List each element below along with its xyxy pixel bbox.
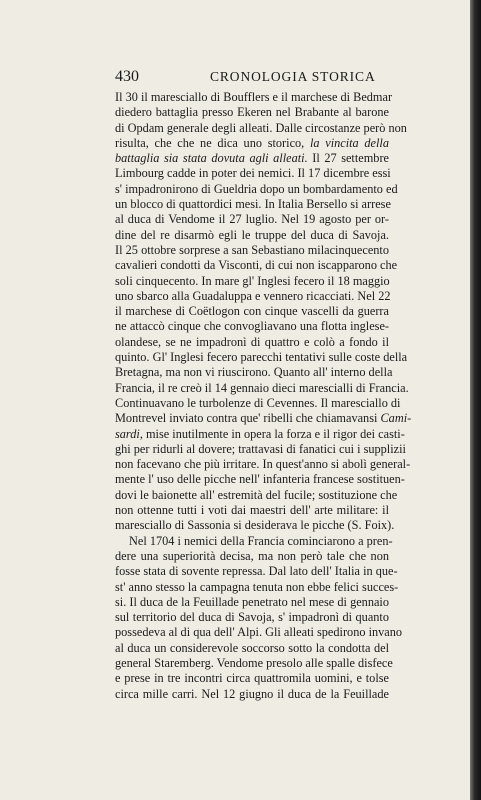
text-segment: s' impadronirono di Gueldria dopo un bombardamento ed: [115, 181, 398, 196]
text-line: [115, 212, 389, 227]
text-segment: ghi per ridurli al dovere; trattavasi di fanatici cui i supplizii: [115, 441, 406, 456]
text-segment: quinto. Gl' Inglesi fecero parecchi tentativi sulle coste della: [115, 350, 408, 365]
text-line: [115, 671, 389, 686]
text-line: [115, 166, 389, 181]
text-line: [115, 564, 398, 579]
text-line: [115, 457, 411, 472]
text-segment: il marchese di Coëtlogon con cinque vascelli da guerra: [115, 304, 389, 319]
text-line: [115, 105, 389, 120]
text-segment: general Staremberg. Vendome presolo alle spalle disfece: [115, 655, 393, 670]
text-segment: soli cinquecento. In mare gl' Inglesi fecero il 18 maggio: [115, 273, 390, 288]
text-segment: , mise inutilmente in opera la forza e il rigor dei casti-: [139, 426, 405, 441]
text-segment: dovi le baionette all' estremità del fucile; sostituzione che: [115, 487, 398, 502]
text-segment: olandese, se ne impadronì di quattro e colò a fondo il: [115, 334, 389, 349]
page-number: 430: [115, 68, 139, 85]
text-line: [115, 365, 393, 380]
text-line: [115, 151, 389, 166]
text-line: [115, 197, 389, 212]
page-edge-shadow: [470, 0, 481, 800]
text-segment: si. Il duca de la Feuillade penetrato nel mese di gennaio: [115, 594, 389, 609]
text-line: [115, 304, 389, 319]
text-segment: ne attaccò cinque che convogliavano una flotta inglese-: [115, 319, 389, 334]
text-line: [115, 90, 393, 105]
text-line: [115, 289, 389, 304]
text-line: [115, 136, 389, 151]
text-line: [115, 595, 389, 610]
body-text: [115, 90, 412, 702]
text-line: [115, 655, 393, 671]
italic-text-segment: battaglia sia stata dovuta agli alleati.: [115, 151, 308, 166]
text-segment: mente l' uso delle picche nell' infanteria francese sostituen-: [115, 472, 405, 487]
text-segment: Francia, il re creò il 14 gennaio dieci marescialli di Francia.: [115, 380, 409, 395]
text-segment: non facevano che più irritare. In quest'anno si abolì general-: [115, 457, 411, 472]
text-line: [115, 610, 389, 625]
text-line: [115, 243, 389, 258]
text-segment: Limbourg cadde in poter dei nemici. Il 17 dicembre essi: [115, 166, 391, 181]
italic-text-segment: sardi: [115, 426, 140, 441]
text-segment: Montrevel inviato contra que' ribelli che chiamavansi: [115, 411, 381, 426]
text-line: [115, 274, 389, 289]
text-line: [115, 487, 398, 503]
text-line: [115, 533, 393, 549]
text-line: [115, 335, 389, 350]
text-line: [115, 411, 412, 426]
text-segment: uno sbarco alla Guadaluppa e vennero ricacciati. Nel 22: [115, 288, 391, 303]
text-segment: circa mille carri. Nel 12 giugno il duca de la Feuillade: [115, 686, 389, 701]
text-line: [115, 120, 407, 136]
text-segment: st' anno stesso la campagna tenuta non ebbe felici succes-: [115, 579, 399, 594]
text-segment: non ottenne tutti i voti dai maestri dell' arte militare: il: [115, 503, 389, 518]
text-segment: cavalieri condotti da Visconti, di cui non iscapparono che: [115, 258, 398, 273]
text-segment: Continuavano le turbolenze di Cevennes. Il maresciallo di: [115, 395, 401, 410]
text-segment: fosse stata di sovente repressa. Dal lato dell' Italia in que-: [115, 564, 398, 579]
text-segment: risulta, che che ne dica uno storico,: [115, 135, 310, 150]
text-line: [115, 228, 389, 243]
text-segment: al duca un considerevole soccorso sotto la condotta del: [115, 640, 389, 655]
text-segment: al duca di Vendome il 27 luglio. Nel 19 agosto per or-: [115, 212, 389, 227]
italic-text-segment: Cami-: [380, 411, 412, 426]
text-line: [115, 181, 398, 197]
text-segment: Il 25 ottobre sorprese a san Sebastiano milacinquecento: [115, 242, 389, 257]
running-title: CRONOLOGIA STORICA: [210, 69, 376, 84]
text-segment: diedero battaglia presso Ekeren nel Brabante al barone: [115, 105, 389, 120]
text-segment: dine del re disarmò egli le truppe del duca di Savoja.: [115, 227, 389, 242]
text-segment: sul territorio del duca di Savoja, s' impadronì di quanto: [115, 610, 389, 625]
text-line: [115, 441, 406, 457]
text-segment: Nel 1704 i nemici della Francia cominciarono a pren-: [129, 533, 393, 548]
text-line: [115, 426, 405, 442]
text-line: [115, 319, 389, 334]
text-line: [115, 625, 403, 640]
text-segment: un blocco di quattordici mesi. In Italia Bersello si arrese: [115, 197, 391, 212]
text-segment: e prese in tre incontri circa quattromila uomini, e tolse: [115, 671, 389, 686]
text-segment: Bretagna, ma non vi riuscirono. Quanto all' interno della: [115, 365, 393, 380]
text-line: [115, 395, 401, 411]
text-line: [115, 503, 389, 518]
text-segment: maresciallo di Sassonia si desiderava le picche (S. Foix).: [115, 518, 395, 533]
text-line: [115, 258, 398, 273]
italic-text-segment: la vincita della: [309, 135, 389, 150]
text-segment: possedeva al di qua dell' Alpi. Gli alleati spedirono invano: [115, 625, 403, 640]
text-segment: di Opdam generale degli alleati. Dalle circostanze però non: [115, 120, 407, 135]
text-line: [115, 579, 399, 595]
text-segment: Il 27 settembre: [307, 151, 389, 166]
text-line: [115, 380, 409, 396]
text-segment: dere una superiorità decisa, ma non però tale che non: [115, 548, 389, 563]
page-header: [115, 68, 388, 88]
text-line: [115, 549, 389, 564]
text-line: [115, 687, 389, 702]
text-line: [115, 472, 405, 487]
text-line: [115, 350, 408, 365]
text-line: [115, 641, 389, 656]
text-line: [115, 518, 395, 533]
text-segment: Il 30 il maresciallo di Boufflers e il marchese di Bedmar: [115, 90, 393, 104]
